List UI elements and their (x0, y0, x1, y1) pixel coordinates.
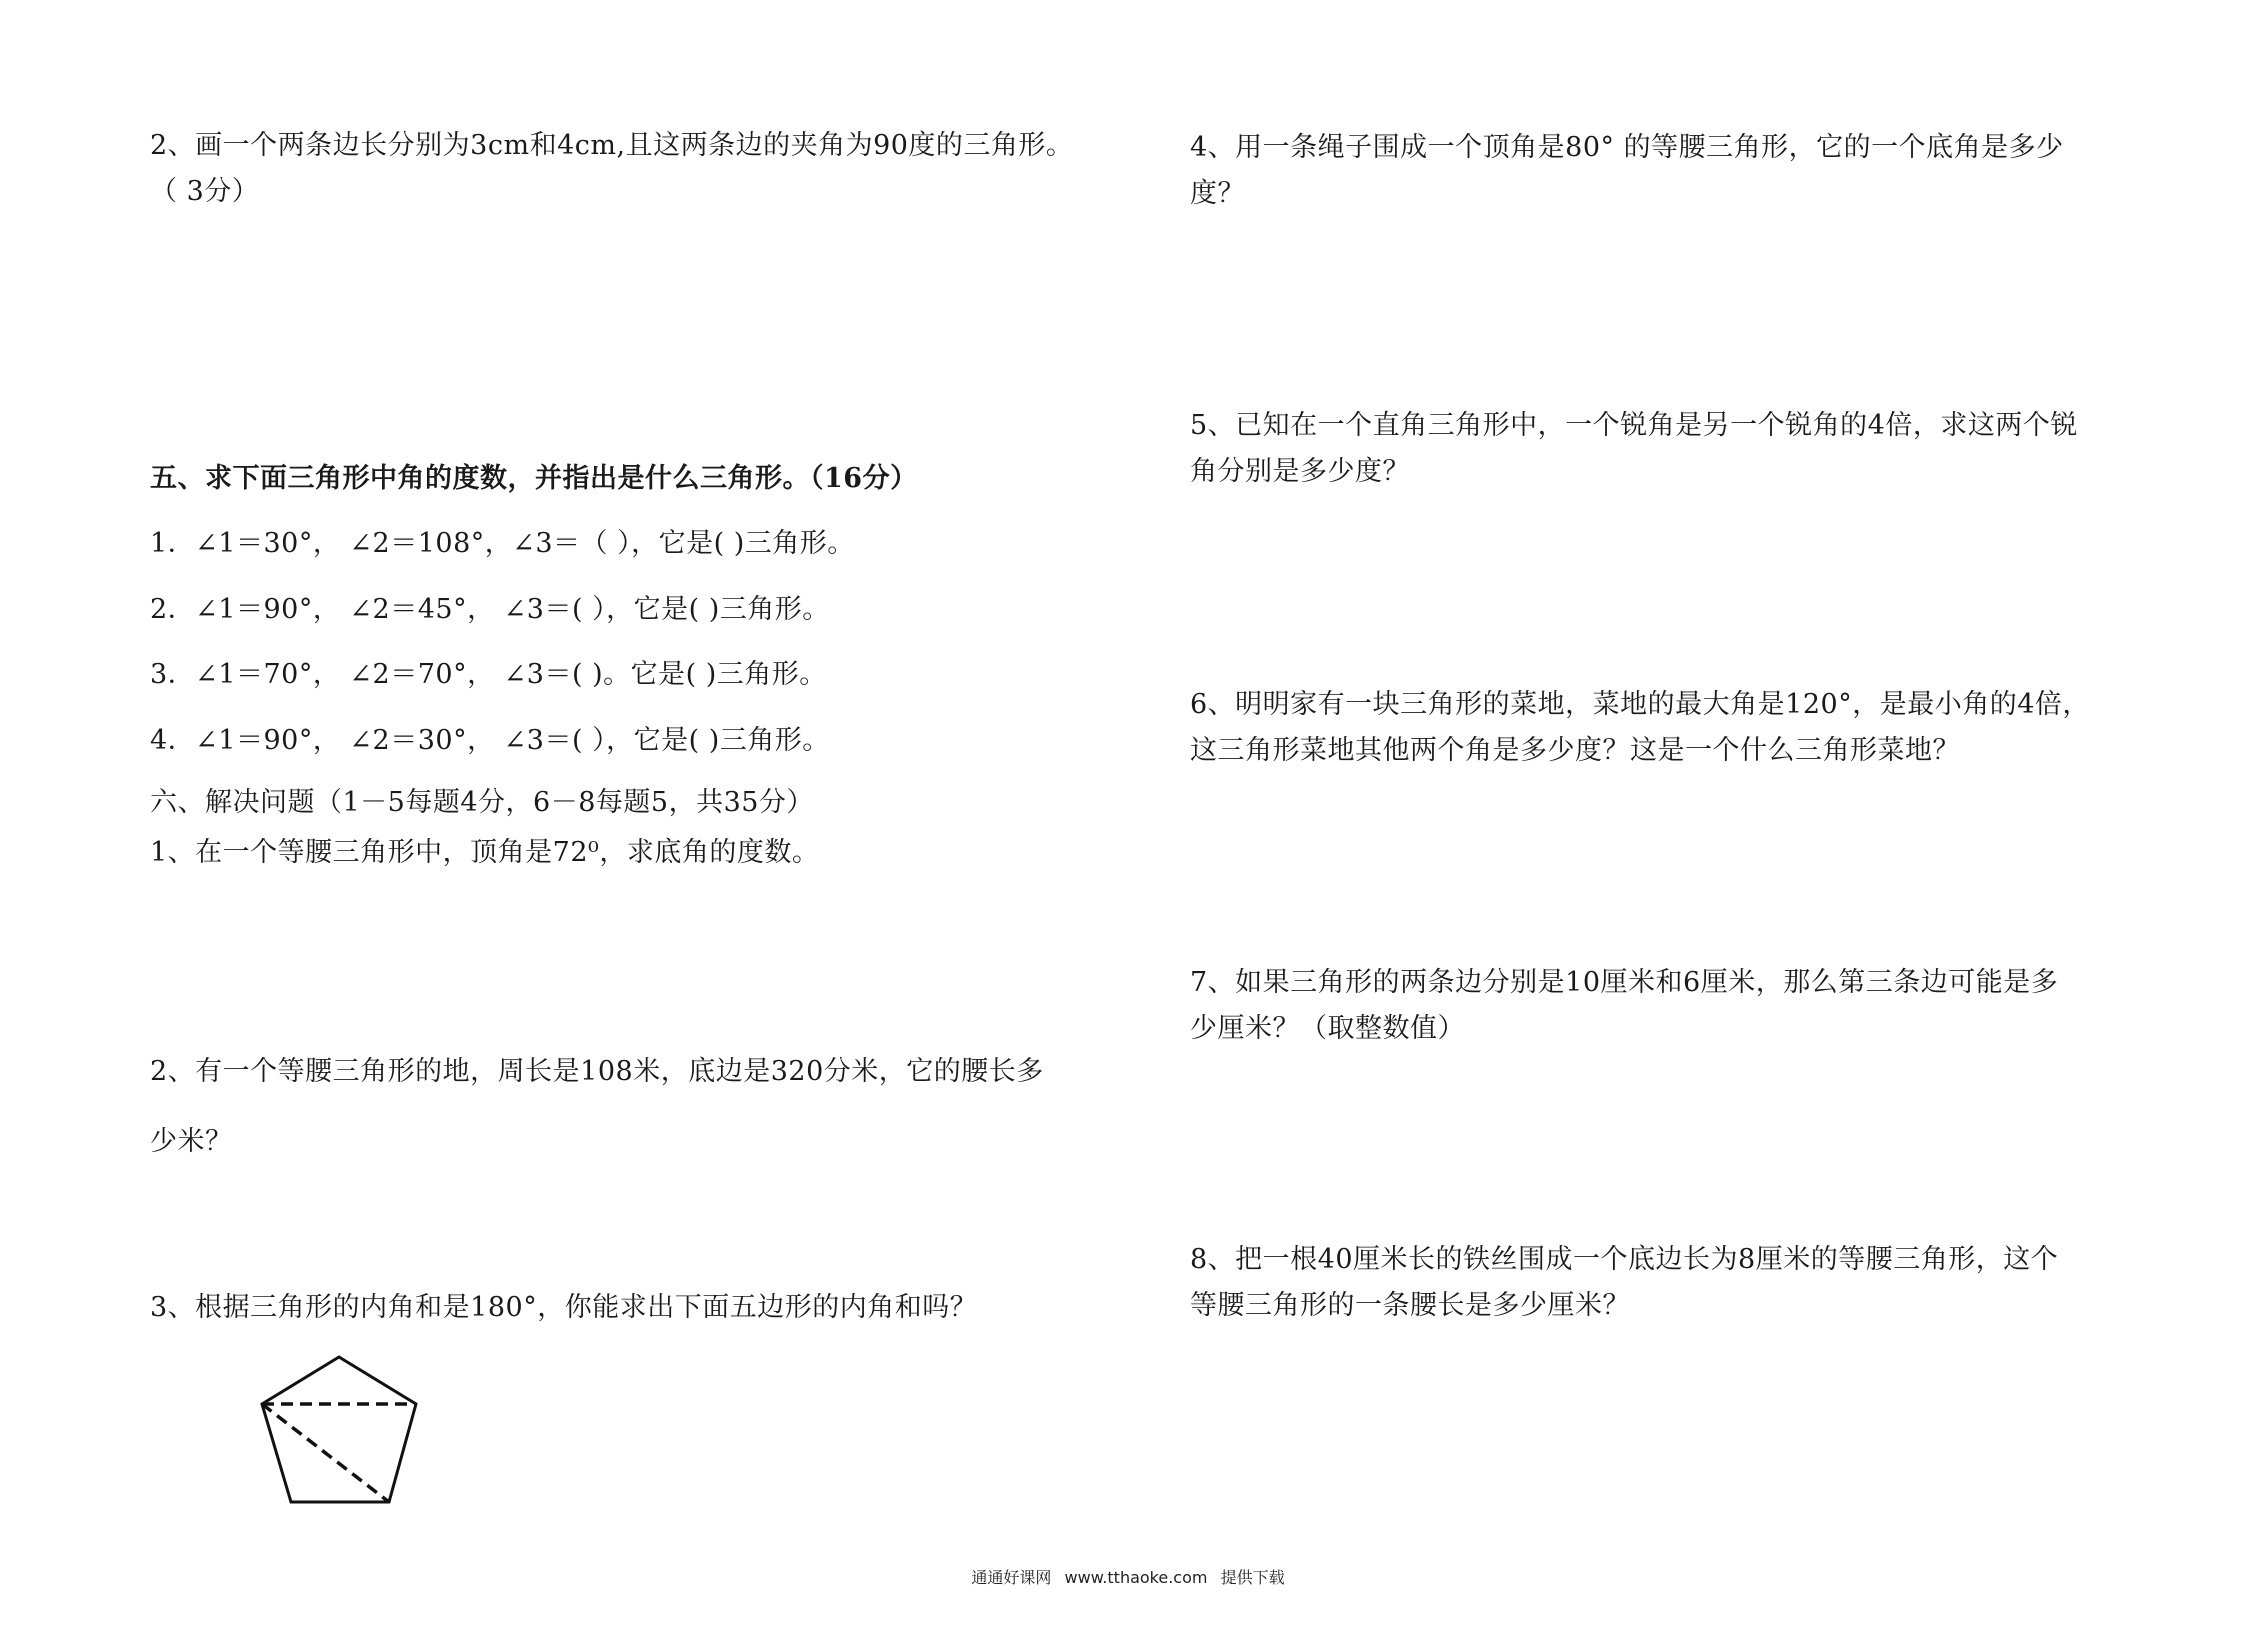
pentagon-outline (262, 1357, 416, 1502)
section5-item-1: 1．∠1＝30°， ∠2＝108°，∠3＝（ ），它是( )三角形。 (150, 528, 855, 559)
q8-line1: 8、把一根40厘米长的铁丝围成一个底边长为8厘米的等腰三角形，这个 (1190, 1244, 2059, 1275)
s4-q2-line2: （ 3分） (150, 176, 260, 207)
right-column (1160, 0, 2256, 1630)
section5-title: 五、求下面三角形中角的度数，并指出是什么三角形。（16分） (150, 463, 918, 494)
q4-line2: 度？ (1190, 178, 1245, 209)
footer-site-name: 通通好课网 (971, 1568, 1052, 1587)
section6-q3: 3、根据三角形的内角和是180°，你能求出下面五边形的内角和吗？ (150, 1292, 978, 1323)
section6-q2-line1: 2、有一个等腰三角形的地，周长是108米，底边是320分米，它的腰长多 (150, 1056, 1044, 1087)
q8-line2: 等腰三角形的一条腰长是多少厘米？ (1190, 1290, 1630, 1321)
q7-line2: 少厘米？（取整数值） (1190, 1013, 1465, 1044)
section6-q2-line2: 少米？ (150, 1126, 233, 1157)
page-footer (0, 1565, 2256, 1588)
footer-url[interactable]: www.tthaoke.com (1064, 1568, 1208, 1587)
section6-q1: 1、在一个等腰三角形中，顶角是72⁰，求底角的度数。 (150, 837, 820, 868)
section6-title: 六、解决问题（1－5每题4分，6－8每题5，共35分） (150, 787, 814, 818)
pentagon-figure (254, 1355, 429, 1507)
q6-line1: 6、明明家有一块三角形的菜地，菜地的最大角是120°，是最小角的4倍， (1190, 689, 2090, 720)
section5-item-2: 2．∠1＝90°， ∠2＝45°， ∠3＝( ），它是( )三角形。 (150, 594, 830, 625)
q7-line1: 7、如果三角形的两条边分别是10厘米和6厘米，那么第三条边可能是多 (1190, 967, 2059, 998)
section5-item-3: 3．∠1＝70°， ∠2＝70°， ∠3＝( )。它是( )三角形。 (150, 659, 827, 690)
footer-suffix: 提供下载 (1220, 1568, 1285, 1587)
q4-line1: 4、用一条绳子围成一个顶角是80° 的等腰三角形，它的一个底角是多少 (1190, 132, 2064, 163)
q5-line1: 5、已知在一个直角三角形中，一个锐角是另一个锐角的4倍，求这两个锐 (1190, 410, 2078, 441)
q5-line2: 角分别是多少度？ (1190, 456, 1410, 487)
pentagon-diagonal-2 (262, 1404, 389, 1502)
s4-q2-line1: 2、画一个两条边长分别为3cm和4cm,且这两条边的夹角为90度的三角形。 (150, 130, 1074, 161)
q6-line2: 这三角形菜地其他两个角是多少度？这是一个什么三角形菜地？ (1190, 735, 1960, 766)
section5-item-4: 4．∠1＝90°， ∠2＝30°， ∠3＝( ），它是( )三角形。 (150, 725, 830, 756)
